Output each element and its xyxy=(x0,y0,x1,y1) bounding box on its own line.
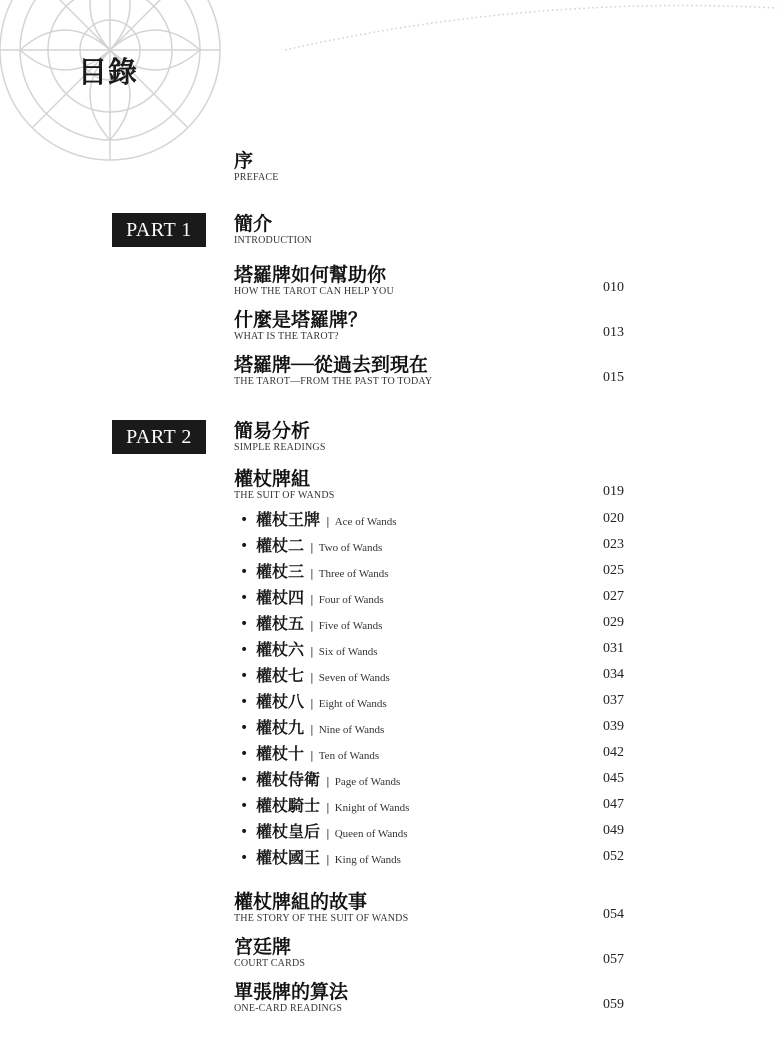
card-name: 權杖三 xyxy=(256,562,305,581)
separator-icon: | xyxy=(310,593,314,606)
bullet-icon: • xyxy=(240,772,249,788)
card-list-item[interactable] xyxy=(240,588,624,608)
entry-title: 塔羅牌──從過去到現在 xyxy=(234,354,428,376)
card-list-item[interactable] xyxy=(240,848,624,868)
card-page-number: 023 xyxy=(603,537,624,552)
card-name-en: Knight of Wands xyxy=(334,802,410,814)
separator-icon: | xyxy=(310,567,314,580)
card-name: 權杖王牌 xyxy=(256,510,321,529)
bullet-icon: • xyxy=(240,694,249,710)
entry-subtitle: THE TAROT—FROM THE PAST TO TODAY xyxy=(234,376,433,387)
toc-entry[interactable] xyxy=(234,354,624,388)
card-list-item[interactable] xyxy=(240,770,624,790)
card-page-number: 020 xyxy=(603,511,624,526)
entry-title: 塔羅牌如何幫助你 xyxy=(234,264,387,286)
separator-icon: | xyxy=(310,645,314,658)
bullet-icon: • xyxy=(240,616,249,632)
card-name: 權杖四 xyxy=(256,588,305,607)
card-name: 權杖侍衛 xyxy=(256,770,321,789)
entry-page-number: 059 xyxy=(603,997,624,1012)
card-list-item[interactable] xyxy=(240,510,624,530)
separator-icon: | xyxy=(310,671,314,684)
card-list-item[interactable] xyxy=(240,562,624,582)
part2-heading-subtitle: SIMPLE READINGS xyxy=(234,442,326,453)
entry-subtitle: THE STORY OF THE SUIT OF WANDS xyxy=(234,913,409,924)
card-page-number: 045 xyxy=(603,771,624,786)
bullet-icon: • xyxy=(240,850,249,866)
card-name-en: King of Wands xyxy=(334,854,401,866)
separator-icon: | xyxy=(326,853,330,866)
preface-entry[interactable] xyxy=(234,150,624,184)
separator-icon: | xyxy=(326,515,330,528)
card-name: 權杖九 xyxy=(256,718,305,737)
card-name-en: Ace of Wands xyxy=(334,516,397,528)
card-list-item[interactable] xyxy=(240,744,624,764)
part1-heading-subtitle: INTRODUCTION xyxy=(234,235,312,246)
card-name: 權杖二 xyxy=(256,536,305,555)
preface-subtitle: PREFACE xyxy=(234,172,279,183)
entry-subtitle: WHAT IS THE TAROT? xyxy=(234,331,339,342)
entry-subtitle: THE SUIT OF WANDS xyxy=(234,490,335,501)
suit-entry[interactable] xyxy=(234,468,624,502)
card-page-number: 039 xyxy=(603,719,624,734)
card-name-en: Page of Wands xyxy=(334,776,401,788)
card-page-number: 025 xyxy=(603,563,624,578)
separator-icon: | xyxy=(310,697,314,710)
part1-heading-title: 簡介 xyxy=(234,213,273,235)
card-name-en: Queen of Wands xyxy=(334,828,408,840)
card-name: 權杖騎士 xyxy=(256,796,321,815)
card-name-en: Five of Wands xyxy=(318,620,383,632)
card-name-en: Nine of Wands xyxy=(318,724,385,736)
dotted-arc-ornament xyxy=(280,0,777,60)
entry-title: 權杖牌組 xyxy=(234,468,311,490)
card-list-item[interactable] xyxy=(240,822,624,842)
entry-page-number: 013 xyxy=(603,325,624,340)
separator-icon: | xyxy=(310,749,314,762)
card-list-item[interactable] xyxy=(240,640,624,660)
card-list-item[interactable] xyxy=(240,536,624,556)
part2-heading-title: 簡易分析 xyxy=(234,420,311,442)
bullet-icon: • xyxy=(240,824,249,840)
card-page-number: 047 xyxy=(603,797,624,812)
separator-icon: | xyxy=(310,541,314,554)
toc-entry[interactable] xyxy=(234,264,624,298)
card-name: 權杖十 xyxy=(256,744,305,763)
entry-page-number: 010 xyxy=(603,280,624,295)
bullet-icon: • xyxy=(240,590,249,606)
card-page-number: 031 xyxy=(603,641,624,656)
entry-subtitle: ONE-CARD READINGS xyxy=(234,1003,343,1014)
card-name: 權杖七 xyxy=(256,666,305,685)
entry-title: 什麼是塔羅牌？ xyxy=(234,309,368,331)
card-name-en: Six of Wands xyxy=(318,646,378,658)
card-list-item[interactable] xyxy=(240,718,624,738)
entry-subtitle: HOW THE TAROT CAN HELP YOU xyxy=(234,286,394,297)
bullet-icon: • xyxy=(240,538,249,554)
bullet-icon: • xyxy=(240,564,249,580)
card-name-en: Seven of Wands xyxy=(318,672,390,684)
card-name-en: Two of Wands xyxy=(318,542,383,554)
card-page-number: 027 xyxy=(603,589,624,604)
bullet-icon: • xyxy=(240,798,249,814)
card-list-item[interactable] xyxy=(240,692,624,712)
page-title: 目錄 xyxy=(78,55,139,89)
card-page-number: 034 xyxy=(603,667,624,682)
bullet-icon: • xyxy=(240,720,249,736)
entry-page-number: 019 xyxy=(603,484,624,499)
separator-icon: | xyxy=(326,775,330,788)
card-name-en: Ten of Wands xyxy=(318,750,380,762)
toc-entry[interactable] xyxy=(234,936,624,970)
card-page-number: 042 xyxy=(603,745,624,760)
bullet-icon: • xyxy=(240,512,249,528)
separator-icon: | xyxy=(326,827,330,840)
part1-heading[interactable] xyxy=(234,213,624,247)
entry-title: 權杖牌組的故事 xyxy=(234,891,368,913)
entry-page-number: 054 xyxy=(603,907,624,922)
card-name: 權杖國王 xyxy=(256,848,321,867)
toc-entry[interactable] xyxy=(234,309,624,343)
separator-icon: | xyxy=(310,619,314,632)
part2-label: PART 2 xyxy=(112,420,206,454)
card-page-number: 052 xyxy=(603,849,624,864)
part2-heading[interactable] xyxy=(234,420,624,454)
card-name: 權杖五 xyxy=(256,614,305,633)
card-list-item[interactable] xyxy=(240,614,624,634)
entry-page-number: 015 xyxy=(603,370,624,385)
card-name-en: Eight of Wands xyxy=(318,698,387,710)
card-name: 權杖八 xyxy=(256,692,305,711)
entry-title: 宮廷牌 xyxy=(234,936,292,958)
card-list-item[interactable] xyxy=(240,666,624,686)
bullet-icon: • xyxy=(240,642,249,658)
toc-entry[interactable] xyxy=(234,891,624,925)
card-page-number: 029 xyxy=(603,615,624,630)
card-name-en: Three of Wands xyxy=(318,568,389,580)
card-page-number: 037 xyxy=(603,693,624,708)
card-name: 權杖皇后 xyxy=(256,822,321,841)
separator-icon: | xyxy=(326,801,330,814)
bullet-icon: • xyxy=(240,746,249,762)
entry-page-number: 057 xyxy=(603,952,624,967)
bullet-icon: • xyxy=(240,668,249,684)
card-name: 權杖六 xyxy=(256,640,305,659)
card-list-item[interactable] xyxy=(240,796,624,816)
preface-title: 序 xyxy=(234,150,254,172)
card-name-en: Four of Wands xyxy=(318,594,384,606)
card-page-number: 049 xyxy=(603,823,624,838)
part1-label: PART 1 xyxy=(112,213,206,247)
toc-entry[interactable] xyxy=(234,981,624,1015)
separator-icon: | xyxy=(310,723,314,736)
entry-subtitle: COURT CARDS xyxy=(234,958,306,969)
entry-title: 單張牌的算法 xyxy=(234,981,349,1003)
